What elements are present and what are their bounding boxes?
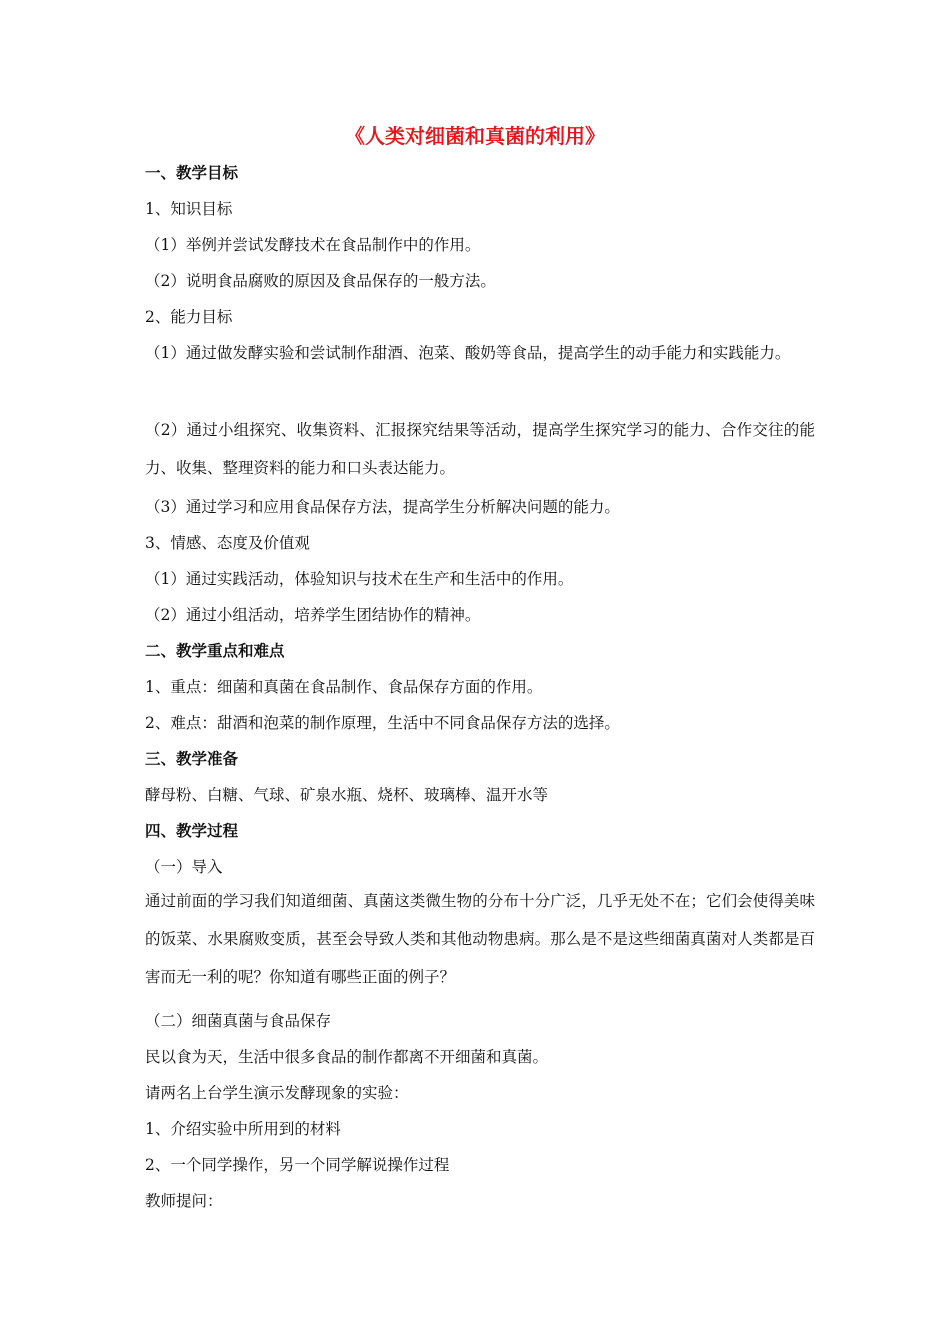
subheading-emotion: 3、情感、态度及价值观 <box>145 534 310 552</box>
paragraph-materials: 酵母粉、白糖、气球、矿泉水瓶、烧杯、玻璃棒、温开水等 <box>145 786 549 804</box>
paragraph-step-2: 2、一个同学操作，另一个同学解说操作过程 <box>145 1156 450 1174</box>
section-heading-keypoints: 二、教学重点和难点 <box>145 642 285 660</box>
section-heading-process: 四、教学过程 <box>145 822 239 840</box>
document-title: 《人类对细菌和真菌的利用》 <box>345 124 605 148</box>
paragraph-difficulty: 2、难点：甜酒和泡菜的制作原理，生活中不同食品保存方法的选择。 <box>145 714 620 732</box>
section-heading-goals: 一、教学目标 <box>145 164 239 182</box>
paragraph-ability-3: （3）通过学习和应用食品保存方法，提高学生分析解决问题的能力。 <box>145 498 620 516</box>
paragraph-intro: 通过前面的学习我们知道细菌、真菌这类微生物的分布十分广泛，几乎无处不在；它们会使得美味的饭菜、水果腐败变质，甚至会导致人类和其他动物患病。那么是不是这些细菌真菌对人类都是百害而无一利的呢？你知道有哪些正面的例子？ <box>145 892 815 986</box>
paragraph-food: 民以食为天，生活中很多食品的制作都离不开细菌和真菌。 <box>145 1048 549 1066</box>
paragraph-knowledge-2: （2）说明食品腐败的原因及食品保存的一般方法。 <box>145 272 496 290</box>
section-heading-preparation: 三、教学准备 <box>145 750 239 768</box>
paragraph-step-1: 1、介绍实验中所用到的材料 <box>145 1120 341 1138</box>
subheading-intro: （一）导入 <box>145 858 223 876</box>
paragraph-ability-2: （2）通过小组探究、收集资料、汇报探究结果等活动，提高学生探究学习的能力、合作交往的能力、收集、整理资料的能力和口头表达能力。 <box>145 421 815 477</box>
paragraph-teacher-question: 教师提问： <box>145 1192 223 1210</box>
paragraph-emotion-2: （2）通过小组活动，培养学生团结协作的精神。 <box>145 606 481 624</box>
paragraph-experiment: 请两名上台学生演示发酵现象的实验： <box>145 1084 409 1102</box>
paragraph-knowledge-1: （1）举例并尝试发酵技术在食品制作中的作用。 <box>145 236 481 254</box>
paragraph-keypoint: 1、重点：细菌和真菌在食品制作、食品保存方面的作用。 <box>145 678 543 696</box>
subheading-food-preservation: （二）细菌真菌与食品保存 <box>145 1012 332 1030</box>
subheading-knowledge: 1、知识目标 <box>145 200 233 218</box>
paragraph-emotion-1: （1）通过实践活动，体验知识与技术在生产和生活中的作用。 <box>145 570 574 588</box>
subheading-ability: 2、能力目标 <box>145 308 233 326</box>
paragraph-ability-1: （1）通过做发酵实验和尝试制作甜酒、泡菜、酸奶等食品，提高学生的动手能力和实践能力。 <box>145 344 791 362</box>
